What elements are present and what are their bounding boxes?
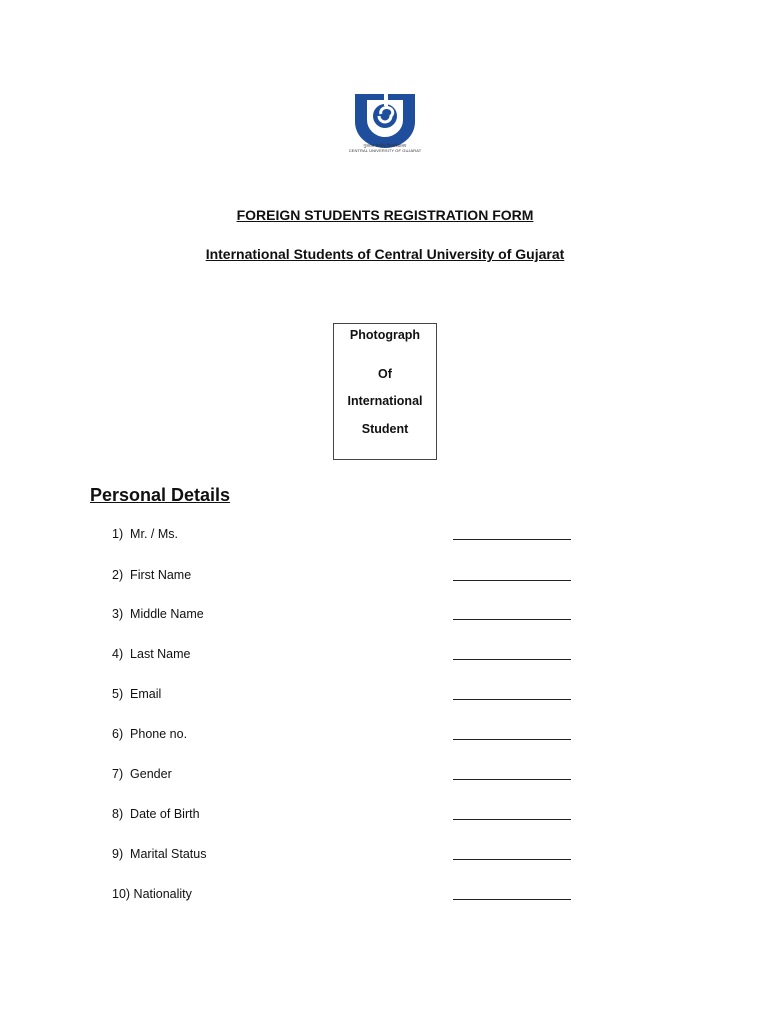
field-row-last-name [112, 647, 582, 667]
field-label: 2) First Name [112, 568, 192, 582]
field-label: 4) Last Name [112, 647, 191, 661]
field-label: 10) Nationality [112, 887, 192, 901]
photo-box-text: Photograph [349, 328, 421, 342]
form-title: FOREIGN STUDENTS REGISTRATION FORM [236, 207, 534, 223]
logo-caption-line: CENTRAL UNIVERSITY OF GUJARAT [348, 148, 422, 153]
photo-box-text: Student [361, 422, 409, 436]
field-blank[interactable] [453, 580, 571, 581]
field-row-middle-name [112, 607, 582, 627]
field-row-title [112, 527, 582, 547]
photo-box-text: International [347, 394, 423, 408]
field-blank[interactable] [453, 619, 571, 620]
section-heading-personal-details: Personal Details [90, 485, 231, 505]
field-blank[interactable] [453, 779, 571, 780]
field-blank[interactable] [453, 699, 571, 700]
field-blank[interactable] [453, 819, 571, 820]
field-row-gender [112, 767, 582, 787]
photo-box-text: Of [378, 367, 392, 381]
field-blank[interactable] [453, 659, 571, 660]
field-label: 6) Phone no. [112, 727, 188, 741]
field-row-nationality [112, 887, 582, 907]
field-row-phone [112, 727, 582, 747]
logo-caption [345, 143, 425, 153]
field-label: 9) Marital Status [112, 847, 207, 861]
form-subtitle: International Students of Central University of Gujarat [205, 246, 565, 262]
field-row-email [112, 687, 582, 707]
field-label: 8) Date of Birth [112, 807, 200, 821]
field-label: 5) Email [112, 687, 162, 701]
field-label: 7) Gender [112, 767, 172, 781]
field-blank[interactable] [453, 739, 571, 740]
field-blank[interactable] [453, 859, 571, 860]
field-label: 1) Mr. / Ms. [112, 527, 178, 541]
field-row-marital-status [112, 847, 582, 867]
field-label: 3) Middle Name [112, 607, 204, 621]
field-row-date-of-birth [112, 807, 582, 827]
logo-caption-line: गुजरात केन्द्रीय विश्वविद्यालय [363, 143, 407, 148]
field-blank[interactable] [453, 899, 571, 900]
field-blank[interactable] [453, 539, 571, 540]
field-row-first-name [112, 568, 582, 588]
photograph-box [333, 323, 437, 460]
